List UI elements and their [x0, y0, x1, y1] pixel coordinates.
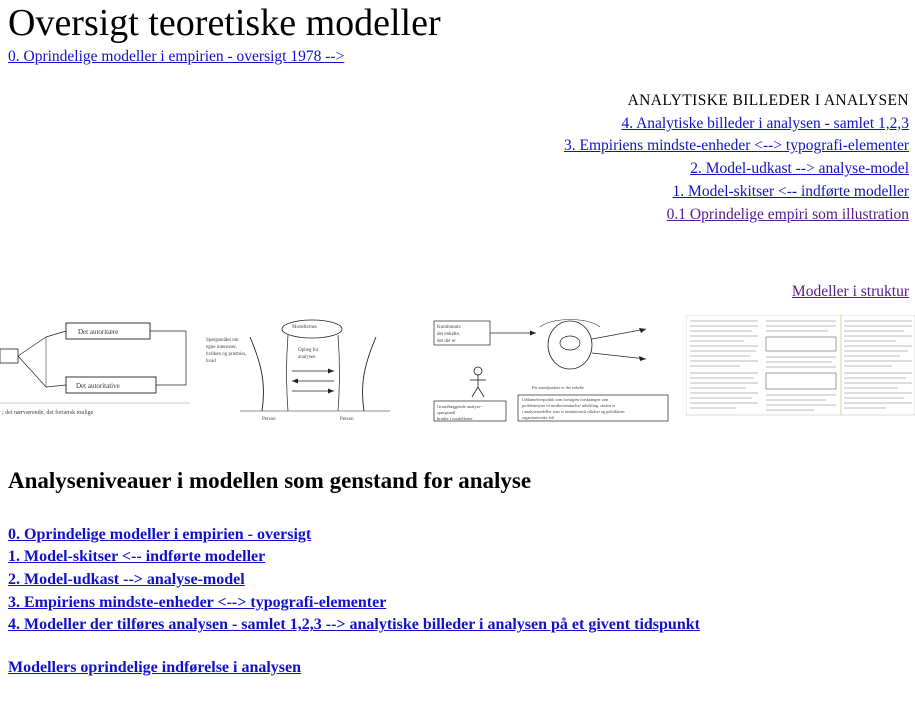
link-level-3[interactable]: 3. Empiriens mindste-enheder <--> typografi-elementer [8, 593, 387, 611]
fig3-arrow-caption: Per standpunkter er det enkelte [532, 384, 584, 390]
link-modeller-i-struktur[interactable]: Modeller i struktur [791, 282, 909, 300]
right-link-row-1 [0, 181, 909, 204]
link-level-4[interactable]: 4. Modeller der tilføres analysen - samlet 1,2,3 --> analytiske billeder i analysen på et givent tidspunkt [8, 616, 700, 634]
right-link-row-3 [0, 135, 909, 158]
fig2-left-label-3: hvilken og præmiss, [206, 351, 247, 357]
fig3-left-label-1: Kontinuum: [437, 324, 462, 330]
link-level-0[interactable]: 0. Oprindelige modeller i empirien - oversigt [8, 525, 312, 543]
link-model-udkast[interactable]: 2. Model-udkast --> analyse-model [690, 160, 909, 178]
list-item [8, 614, 915, 637]
list-item [8, 524, 915, 547]
link-analytiske-billeder-samlet[interactable]: 4. Analytiske billeder i analysen - samlet 1,2,3 [621, 114, 909, 132]
list-item [8, 569, 915, 592]
analytiske-billeder-panel [0, 90, 915, 227]
fig2-left-label-2: egne interesser, [206, 344, 237, 350]
list-item [8, 546, 915, 569]
fig2-left-label-4: hvad [206, 358, 216, 364]
link-level-1[interactable]: 1. Model-skitser <-- indførte modeller [8, 548, 266, 566]
fig3-bottom-mid-label-4: organisatoriske felt [522, 414, 555, 420]
link-empiriens-mindste-enheder[interactable]: 3. Empiriens mindste-enheder <--> typografi-elementer [563, 137, 909, 155]
link-model-skitser[interactable]: 1. Model-skitser <-- indførte modeller [672, 183, 909, 201]
fig2-mid-label-1: Oplæg for [298, 347, 319, 353]
right-link-row-0 [0, 204, 909, 227]
fig3-bottom-left-label-3: bruder i modellerne [437, 415, 473, 421]
fig3-left-label-3: det der er [437, 338, 456, 344]
analyseniveauer-link-list [8, 524, 915, 638]
link-level-2[interactable]: 2. Model-udkast --> analyse-model [8, 571, 245, 589]
fig2-top-label: Modellernes [292, 324, 317, 330]
fig1-box-bottom-label: Det autoritative [76, 381, 120, 390]
figure-tekst-dokument [686, 315, 915, 427]
fig3-bottom-mid-label-1: Uddannelsespolitik som forsøg/en forskningen som [522, 396, 609, 402]
fig3-bottom-left-label-1: Grundlæggende analyse- [437, 403, 482, 409]
right-link-row-2 [0, 158, 909, 181]
fig1-box-top-label: Det autoritære [78, 327, 119, 336]
fig2-bottom-right-label: Person [340, 416, 354, 422]
link-oprindelige-modeller-1978[interactable]: 0. Oprindelige modeller i empirien - oversigt 1978 --> [8, 47, 345, 65]
fig3-bottom-mid-label-2: problemstyret til medbestemmelse/ udvikling: skolen er [522, 402, 616, 408]
figure-autoritaere-diagram [0, 315, 195, 427]
figure-kontinuum-diagram [432, 315, 682, 427]
fig2-mid-label-2: analysen [298, 354, 316, 360]
right-link-row-4 [0, 113, 909, 136]
figure-strip [0, 315, 915, 430]
fig3-bottom-left-label-2: spørgsmål [437, 409, 456, 415]
link-oprindelige-empiri-illustration[interactable]: 0.1 Oprindelige empiri som illustration [666, 205, 909, 223]
fig3-left-label-2: det enkelte, [437, 331, 461, 337]
figure-kurver-diagram [200, 315, 415, 427]
list-item [8, 592, 915, 615]
bottom-link-row [8, 659, 915, 677]
analytiske-billeder-heading: ANALYTISKE BILLEDER I ANALYSEN [627, 91, 909, 109]
section-title-analyseniveauer: Analyseniveauer i modellen som genstand for analyse [8, 467, 532, 493]
page-title: Oversigt teoretiske modeller [8, 2, 441, 44]
fig2-left-label-1: Spørgsmålet om [206, 337, 239, 343]
top-overview-link-row [0, 44, 915, 66]
link-modellers-oprindelige-indfoerelse[interactable]: Modellers oprindelige indførelse i analysen [8, 659, 302, 677]
fig2-bottom-left-label: Person [262, 416, 276, 422]
fig1-caption: ; det nærværende, det fortærsk mulige [2, 409, 94, 416]
fig3-bottom-mid-label-3: i analysemodeller som et institutionelt vilkåret og politikkens [522, 408, 625, 414]
modeller-i-struktur-row [0, 283, 915, 301]
